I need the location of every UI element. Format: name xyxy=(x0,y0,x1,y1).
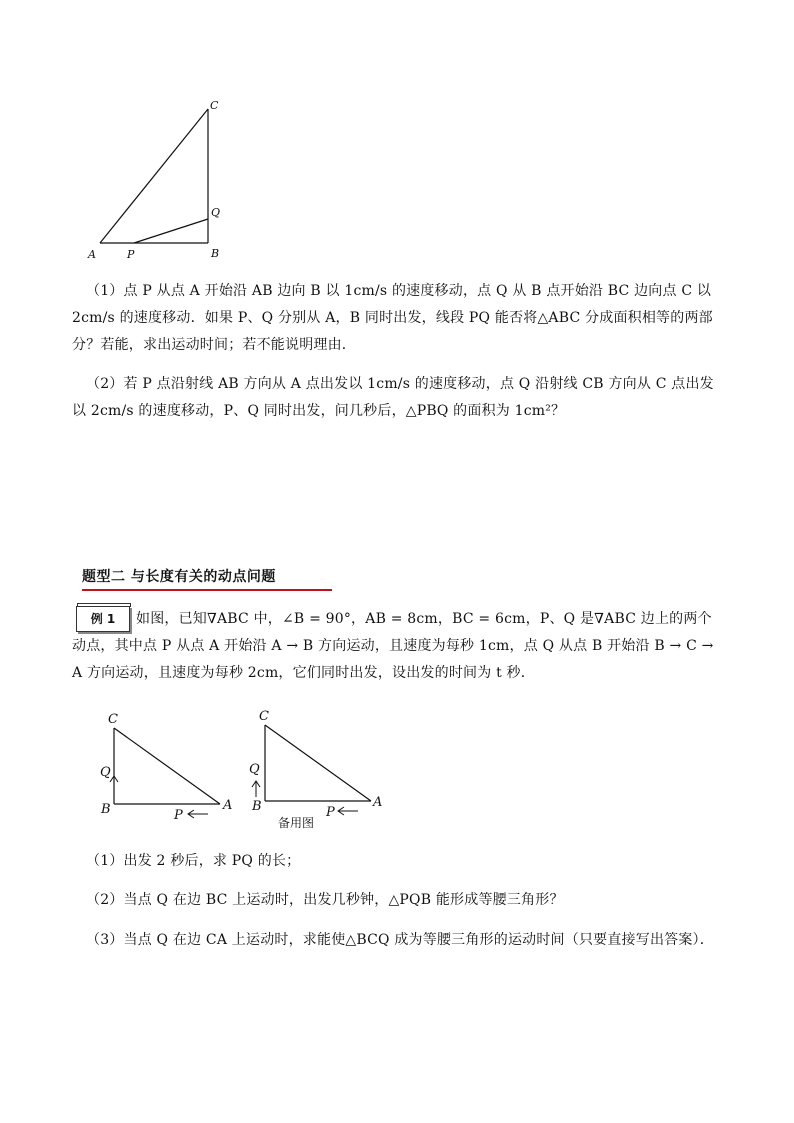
label-a: A xyxy=(373,795,383,810)
triangle-figure-1 xyxy=(80,95,250,265)
label-c: C xyxy=(210,99,219,112)
question-1: （1）出发 2 秒后，求 PQ 的长； xyxy=(86,853,301,869)
triangle-figure-spare xyxy=(242,703,392,823)
label-q: Q xyxy=(211,206,221,219)
label-b: B xyxy=(211,247,220,260)
problem-part-1: （1）点 P 从点 A 开始沿 AB 边向 B 以 1cm/s 的速度移动，点 Q 从 B 点开始沿 BC 边向点 C 以 2cm/s 的速度移动．如果 P、Q 分别从 A，B 同时出发，线段 PQ 能否将△ABC 分成面积相等的两部分？若能，求出运动时间；若不能说明理由． xyxy=(72,283,713,353)
spare-figure-caption: 备用图 xyxy=(278,816,315,830)
question-3: （3）当点 Q 在边 CA 上运动时，求能使△BCQ 成为等腰三角形的运动时间（只要直接写出答案）． xyxy=(86,932,714,948)
label-p: P xyxy=(174,808,183,823)
label-q: Q xyxy=(249,762,260,777)
label-c: C xyxy=(259,709,269,724)
label-q: Q xyxy=(100,765,111,780)
label-a: A xyxy=(88,248,96,261)
example-badge: 例 1 xyxy=(76,606,130,632)
question-2: （2）当点 Q 在边 BC 上运动时，出发几秒钟，△PQB 能形成等腰三角形？ xyxy=(86,892,564,908)
label-p: P xyxy=(326,805,335,820)
problem-part-2: （2）若 P 点沿射线 AB 方向从 A 点出发以 1cm/s 的速度移动，点 Q 沿射线 CB 方向从 C 点出发以 2cm/s 的速度移动，P、Q 同时出发，问几秒后，△PBQ 的面积为 1cm²？ xyxy=(72,376,714,419)
label-p: P xyxy=(127,248,135,261)
label-c: C xyxy=(108,712,118,727)
label-b: B xyxy=(101,802,111,817)
label-b: B xyxy=(252,799,262,814)
section-heading: 题型二 与长度有关的动点问题 xyxy=(82,566,332,591)
triangle-figure-2 xyxy=(92,706,242,826)
label-a: A xyxy=(223,798,233,813)
example-text: 如图，已知∇ABC 中，∠B = 90°，AB = 8cm，BC = 6cm，P、Q 是∇ABC 边上的两个动点，其中点 P 从点 A 开始沿 A → B 方向运动，且速度为每秒 1cm，点 Q 从点 B 开始沿 B → C → A 方向运动，且速度为每秒 2cm，它们同时出发，设出发的时间为 t 秒． xyxy=(72,611,714,681)
